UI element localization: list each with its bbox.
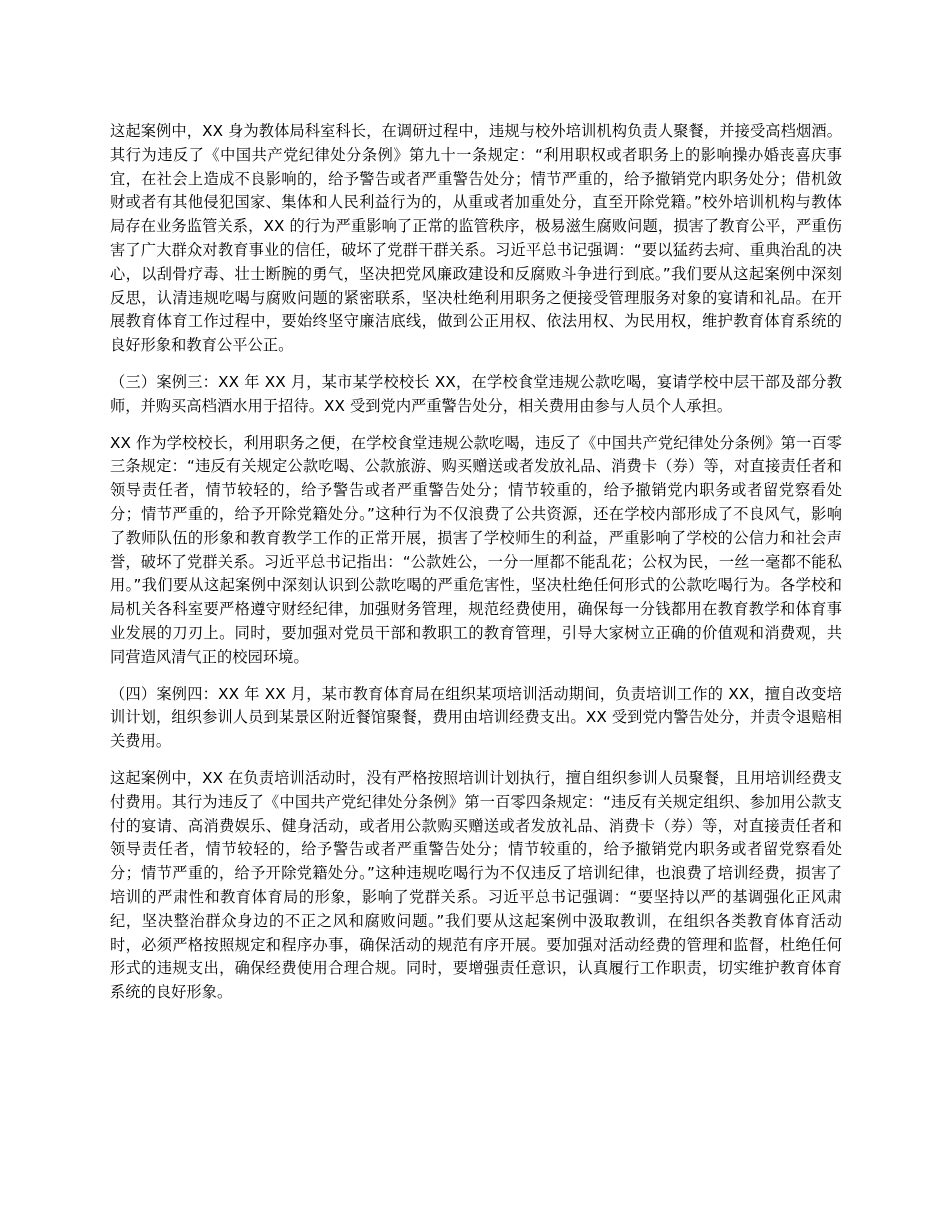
document-body	[110, 120, 842, 1005]
paragraph-case3-analysis: XX 作为学校校长，利用职务之便，在学校食堂违规公款吃喝，违反了《中国共产党纪律处分条例》第一百零三条规定：“违反有关规定公款吃喝、公款旅游、购买赠送或者发放礼品、消费卡（券）等，对直接责任者和领导责任者，情节较轻的，给予警告或者严重警告处分；情节较重的，给予撤销党内职务或者留党察看处分；情节严重的，给予开除党籍处分。”这种行为不仅浪费了公共资源，还在学校内部形成了不良风气，影响了教师队伍的形象和教育教学工作的正常开展，损害了学校师生的利益，严重影响了学校的公信力和社会声誉，破坏了党群关系。习近平总书记指出：“公款姓公，一分一厘都不能乱花；公权为民，一丝一毫都不能私用。”我们要从这起案例中深刻认识到公款吃喝的严重危害性，坚决杜绝任何形式的公款吃喝行为。各学校和局机关各科室要严格遵守财经纪律，加强财务管理，规范经费使用，确保每一分钱都用在教育教学和体育事业发展的刀刃上。同时，要加强对党员干部和教职工的教育管理，引导大家树立正确的价值观和消费观，共同营造风清气正的校园环境。	[110, 433, 842, 666]
paragraph-case4-heading: （四）案例四：XX 年 XX 月，某市教育体育局在组织某项培训活动期间，负责培训工作的 XX，擅自改变培训计划，组织参训人员到某景区附近餐馆聚餐，费用由培训经费支出。XX 受到党内警告处分，并责令退赔相关费用。	[110, 684, 842, 751]
paragraph-case3-heading: （三）案例三：XX 年 XX 月，某市某学校校长 XX，在学校食堂违规公款吃喝，宴请学校中层干部及部分教师，并购买高档酒水用于招待。XX 受到党内严重警告处分，相关费用由参与人员个人承担。	[110, 372, 842, 415]
paragraph-case2-analysis: 这起案例中，XX 身为教体局科室科长，在调研过程中，违规与校外培训机构负责人聚餐，并接受高档烟酒。其行为违反了《中国共产党纪律处分条例》第九十一条规定：“利用职权或者职务上的影响操办婚丧喜庆事宜，在社会上造成不良影响的，给予警告或者严重警告处分；情节严重的，给予撤销党内职务处分；借机敛财或者有其他侵犯国家、集体和人民利益行为的，从重或者加重处分，直至开除党籍。”校外培训机构与教体局存在业务监管关系，XX 的行为严重影响了正常的监管秩序，极易滋生腐败问题，损害了教育公平，严重伤害了广大群众对教育事业的信任，破坏了党群干群关系。习近平总书记强调：“要以猛药去疴、重典治乱的决心，以刮骨疗毒、壮士断腕的勇气，坚决把党风廉政建设和反腐败斗争进行到底。”我们要从这起案例中深刻反思，认清违规吃喝与腐败问题的紧密联系，坚决杜绝利用职务之便接受管理服务对象的宴请和礼品。在开展教育体育工作过程中，要始终坚守廉洁底线，做到公正用权、依法用权、为民用权，维护教育体育系统的良好形象和教育公平公正。	[110, 122, 842, 355]
paragraph-case4-analysis: 这起案例中，XX 在负责培训活动时，没有严格按照培训计划执行，擅自组织参训人员聚餐，且用培训经费支付费用。其行为违反了《中国共产党纪律处分条例》第一百零四条规定：“违反有关规定组织、参加用公款支付的宴请、高消费娱乐、健身活动，或者用公款购买赠送或者发放礼品、消费卡（券）等，对直接责任者和领导责任者，情节较轻的，给予警告或者严重警告处分；情节较重的，给予撤销党内职务或者留党察看处分；情节严重的，给予开除党籍处分。”这种违规吃喝行为不仅违反了培训纪律，也浪费了培训经费，损害了培训的严肃性和教育体育局的形象，影响了党群关系。习近平总书记强调：“要坚持以严的基调强化正风肃纪，坚决整治群众身边的不正之风和腐败问题。”我们要从这起案例中汲取教训，在组织各类教育体育活动时，必须严格按照规定和程序办事，确保活动的规范有序开展。要加强对活动经费的管理和监督，杜绝任何形式的违规支出，确保经费使用合理合规。同时，要增强责任意识，认真履行工作职责，切实维护教育体育系统的良好形象。	[110, 768, 842, 1002]
